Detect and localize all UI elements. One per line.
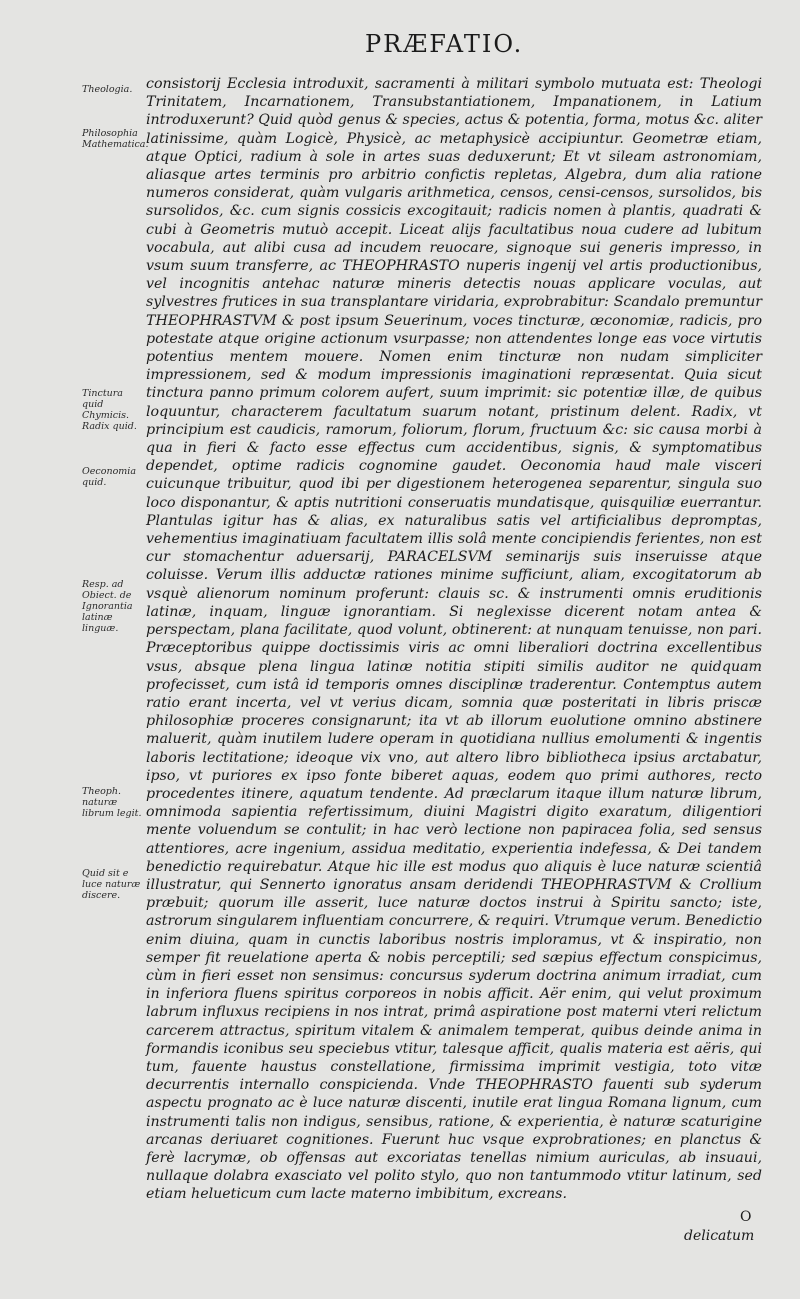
margin-note-theologia: Theologia. [82, 84, 133, 95]
page-title: PRÆFATIO. [365, 30, 524, 58]
signature-mark: O [740, 1209, 752, 1225]
margin-note-theoph: Theoph. naturæ librum legit. [82, 786, 142, 819]
body-paragraph: consistorij Ecclesia introduxit, sacramenti à militari symbolo mutuata est: Theologi Trinitatem, Incarnationem, Transubstantiationem, Impanationem, in Latium introduxerunt? Quid quòd genus & species, actus & potentia, forma, motus &c. aliter latinissime, quàm Logicè, Physicè, ac metaphysicè accipiuntur. Geometræ etiam, atque Optici, radium à sole in artes suas deduxerunt; Et vt sileam astronomiam, aliasque artes terminis pro arbitrio confictis repletas, Algebra, dum alia ratione numeros considerat, quàm vulgaris arithmetica, censos, censi-censos, sursolidos, bis sursolidos, &c. cum signis cossicis excogitauit; radicis nomen à plantis, quadrati & cubi à Geometris mutuò accepit. Liceat alijs facultatibus noua cudere ad lubitum vocabula, aut alibi cusa ad incudem reuocare, signoque sui generis impresso, in vsum suum transferre, ac THEOPHRASTO nuperis ingenij vel artis productionibus, vel incognitis antehac naturæ mineris detectis nouas applicare voculas, aut sylvestres frutices in sua transplantare viridaria, exprobrabitur: Scandalo premuntur THEOPHRASTVM & post ipsum Seuerinum, voces tincturæ, œconomiæ, radicis, pro potestate atque origine actionum vsurpasse; non attendentes longe eas voce virtutis potentius mentem mouere. Nomen enim tincturæ non nudam simpliciter impressionem, sed & modum impressionis imaginationi repræsentat. Quia sicut tinctura panno primum colorem aufert, suum imprimit: sic potentiæ illæ, de quibus loquuntur, characterem facultatum suarum notant, pristinum delent. Radix, vt principium est caudicis, ramorum, foliorum, florum, fructuum &c: sic causa morbi à qua in fieri & facto esse effectus cum accidentibus, signis, & symptomatibus dependet, optime radicis cognomine gaudet. Oeconomia haud male visceri cuicunque tribuitur, quod ibi per digestionem heterogenea separentur, singula suo loco disponantur, & aptis nutritioni conseruatis mundatisque, quisquiliæ euerrantur. Plantulas igitur has & alias, ex naturalibus satis vel artificialibus depromptas, vehementius imaginatiuam facultatem illis solâ mente concipiendis ferientes, non est cur stomachentur aduersarij, PARACELSVM seminarijs suis inseruisse atque coluisse. Verum illis adductæ rationes minime sufficiunt, aliam, excogitatorum ab vsquè alienorum nominum proferunt: clauis sc. & instrumenti omnis eruditionis latinæ, inquam, linguæ ignorantiam. Si neglexisse dicerent notam antea & perspectam, plana facilitate, quod volunt, obtinerent: at nunquam tenuisse, non pari. Præceptoribus quippe doctissimis viris ac omni liberaliori doctrina excellentibus vsus, absque plena lingua latinæ notitia stipiti similis auditor ne quidquam profecisset, cum istâ id temporis omnes disciplinæ traderentur. Contemptus autem ratio erant incerta, vel vt verius dicam, somnia quæ posteritati in libris priscæ philosophiæ proceres consignarunt; ita vt ab illorum euolutione omnino abstinere maluerit, quàm inutilem ludere operam in quotidiana nullius emolumenti & ingentis laboris lectitatione; ideoque vix vno, aut altero libro bibliotheca ipsius arctabatur, ipso, vt puriores ex ipso fonte biberet aquas, eodem quo primi authores, recto procedentes itinere, aquatum tendente. Ad præclarum itaque illum naturæ librum, omnimoda sapientia refertissimum, diuini Magistri digito exaratum, diligentiori mente voluendum se contulit; in hac verò lectione non papiracea folia, sed sensus attentiores, acre ingenium, assidua meditatio, experientia indefessa, & Dei tandem benedictio requirebatur. Atque hic ille est modus quo aliquis è luce naturæ scientiâ illustratur, qui Sennerto ignoratus ansam deridendi THEOPHRASTVM & Crollium præbuit; quorum ille asserit, luce naturæ doctos instrui à Spiritu sancto; iste, astrorum singularem influentiam concurrere, & requiri. Vtrumque verum. Benedictio enim diuina, quam in cunctis laboribus nostris imploramus, vt & inspiratio, non semper fit reuelatione aperta & nobis perceptili; sed sæpius effectum conspicimus, cùm in fieri esset non sensimus: concursus syderum doctrina animum irradiat, cum in inferiora fluens spiritus corporeos in nobis afficit. Aër enim, qui velut proximum labrum influxus recipiens in nos intrat, primâ aspiratione post materni vteri relictum carcerem attractus, spiritum vitalem & animalem temperat, quibus deinde anima in formandis iconibus seu speciebus vtitur, talesque afficit, qualis materia est aëris, qui tum, fauente haustus constellatione, firmissima imprimit vestigia, toto vitæ decurrentis internallo conspicienda. Vnde THEOPHRASTO fauenti sub syderum aspectu prognato ac è luce naturæ discenti, inutile erat lingua Romana lignum, cum instrumenti talis non indigus, sensibus, ratione, & experientia, è naturæ scaturigine arcanas deriuaret cognitiones. Fuerunt huc vsque exprobrationes; en planctus & ferè lacrymæ, ob offensas aut excoriatas tenellas nimium auriculas, ab insuaui, nullaque dolabra exasciato vel polito stylo, quo non tantummodo vtitur latinum, sed etiam helueticum cum lacte materno imbibitum, excreans. [146, 76, 762, 1203]
margin-note-responsio: Resp. ad Obiect. de Ignorantia latinæ linguæ. [82, 579, 133, 634]
catchword: delicatum [684, 1228, 755, 1244]
margin-note-oeconomia: Oeconomia quid. [82, 466, 136, 488]
margin-note-quid-sit: Quid sit e luce naturæ discere. [82, 868, 141, 901]
main-text [146, 75, 762, 1204]
margin-note-philosophia: Philosophia Mathematica. [82, 128, 149, 150]
margin-note-tinctura: Tinctura quid Chymicis. Radix quid. [82, 388, 137, 432]
